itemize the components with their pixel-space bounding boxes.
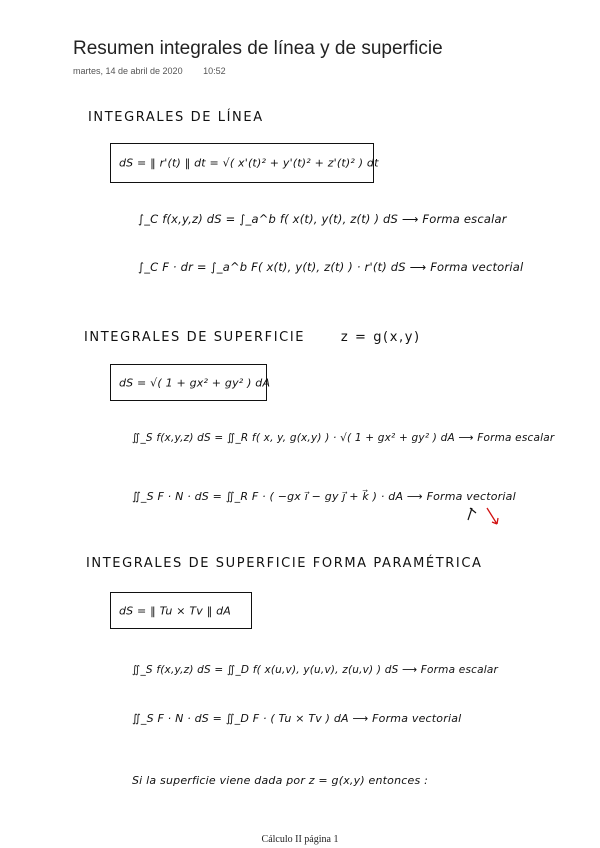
red-arrow-mark	[487, 508, 498, 524]
formula-param-vector: ∬_S F · N · dS = ∬_D F · ( Tu × Tv ) dA ⟶ Forma vectorial	[132, 712, 462, 725]
box-formula-line: dS = ‖ r'(t) ‖ dt = √( x'(t)² + y'(t)² + z'(t)² ) dt	[119, 156, 379, 170]
surface-condition: z = g(x,y)	[340, 330, 421, 345]
heading-superficie-parametrica: INTEGRALES DE SUPERFICIE FORMA PARAMÉTRICA	[86, 556, 483, 571]
black-check-arrow	[468, 508, 476, 520]
heading-integrales-linea: INTEGRALES DE LÍNEA	[88, 110, 264, 125]
formula-surface-scalar: ∬_S f(x,y,z) dS = ∬_R f( x, y, g(x,y) ) · √( 1 + gx² + gy² ) dA ⟶ Forma escalar	[132, 432, 555, 444]
heading-integrales-superficie: INTEGRALES DE SUPERFICIE z = g(x,y)	[84, 330, 421, 345]
formula-line-scalar: ∫_C f(x,y,z) dS = ∫_a^b f( x(t), y(t), z(t) ) dS ⟶ Forma escalar	[138, 212, 507, 226]
page-footer: Cálculo II página 1	[261, 834, 339, 845]
formula-surface-vector: ∬_S F · N · dS = ∬_R F · ( −gx i⃗ − gy j⃗ + k⃗ ) · dA ⟶ Forma vectorial	[132, 490, 516, 503]
page-date: martes, 14 de abril de 2020	[73, 66, 183, 76]
label-forma-vectorial-2: Forma vectorial	[426, 490, 516, 503]
label-forma-escalar: Forma escalar	[422, 212, 507, 226]
label-forma-vectorial-3: Forma vectorial	[372, 712, 462, 725]
page-time: 10:52	[203, 66, 226, 76]
label-forma-escalar-3: Forma escalar	[420, 664, 498, 676]
formula-param-scalar: ∬_S f(x,y,z) dS = ∬_D f( x(u,v), y(u,v), z(u,v) ) dS ⟶ Forma escalar	[132, 664, 498, 676]
label-forma-vectorial: Forma vectorial	[430, 260, 524, 274]
box-formula-parametric: dS = ‖ Tu × Tv ‖ dA	[119, 604, 231, 617]
note-surface-given: Si la superficie viene dada por z = g(x,y) entonces :	[132, 774, 429, 787]
page-title: Resumen integrales de línea y de superficie	[73, 38, 443, 59]
label-forma-escalar-2: Forma escalar	[477, 432, 555, 444]
formula-line-vector: ∫_C F · dr = ∫_a^b F( x(t), y(t), z(t) ) · r'(t) dS ⟶ Forma vectorial	[138, 260, 524, 274]
box-formula-surface: dS = √( 1 + gx² + gy² ) dA	[119, 376, 271, 389]
